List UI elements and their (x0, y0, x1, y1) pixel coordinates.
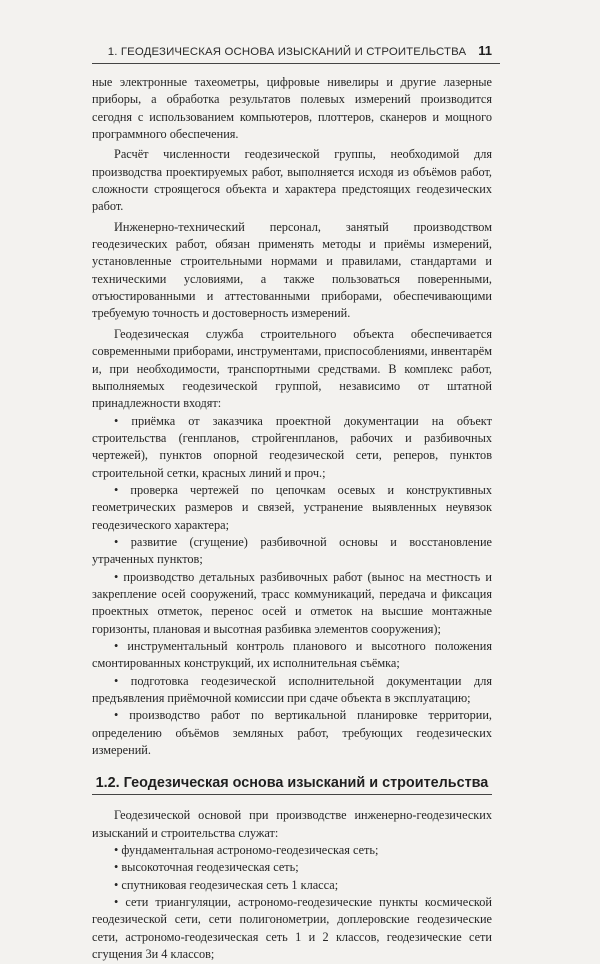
running-header (92, 43, 492, 58)
list-item: • спутниковая геодезическая сеть 1 класса; (114, 877, 339, 892)
list-item: • фундаментальная астрономо-геодезическая сеть; (114, 843, 379, 858)
paragraph: Расчёт численности геодезической группы, необходимой для производства проектируемых работ, выполняется исходя из объёмов работ, сложности строящегося объекта и характера предстоящих геодезических работ. (92, 147, 492, 214)
section-heading: 1.2. Геодезическая основа изысканий и строительства (92, 773, 492, 795)
list-item: • проверка чертежей по цепочкам осевых и конструктивных геометрических размеров и связей, устранение выявленных неувязок геодезического характера; (92, 482, 492, 532)
list-item: • высокоточная геодезическая сеть; (114, 860, 299, 875)
body-text (92, 74, 492, 964)
list-item: • инструментальный контроль планового и высотного положения смонтированных конструкций, их исполнительная съёмка; (92, 639, 492, 671)
list-item: • развитие (сгущение) разбивочной основы и восстановление утраченных пунктов; (92, 534, 492, 567)
paragraph: ные электронные тахеометры, цифровые нивелиры и другие лазерные приборы, а обработка результатов полевых измерений производится сегодня с использованием компьютеров, плоттеров, сканеров и мощного программного обеспечения. (92, 75, 492, 142)
chapter-title: 1. ГЕОДЕЗИЧЕСКАЯ ОСНОВА ИЗЫСКАНИЙ И СТРОИТЕЛЬСТВА (107, 46, 467, 58)
page-number: 11 (478, 43, 492, 58)
list-item: • подготовка геодезической исполнительной документации для предъявления приёмочной комиссии при сдаче объекта в эксплуатацию; (92, 673, 492, 706)
list-item: • сети триангуляции, астрономо-геодезические пункты космической геодезической сети, сети полигонометрии, доплеровские геодезические сети, астрономо-геодезическая сеть 1 и 2 классов, геодезические сети сгущения 3и 4 классов; (92, 895, 492, 962)
header-rule (92, 63, 500, 64)
paragraph: Геодезической основой при производстве инженерно-геодезических изысканий и строительства служат: (92, 808, 492, 840)
list-item: • приёмка от заказчика проектной документации на объект строительства (генпланов, стройгенпланов, рабочих и разбивочных чертежей), пунктов опорной геодезической сети, реперов, пунктов строительной сетки, красных линий и проч.; (92, 413, 492, 480)
paragraph: Геодезическая служба строительного объекта обеспечивается современными приборами, инструментами, приспособлениями, инвентарём и, при необходимости, транспортными средствами. В комплекс работ, выполняемых геодезической группой, независимо от штатной принадлежности входят: (92, 326, 492, 411)
paragraph: Инженерно-технический персонал, занятый производством геодезических работ, обязан применять методы и приёмы измерений, установленные строительными нормами и правилами, стандартами и техническими условиями, а также пользоваться поверенными, отъюстированными и аттестованными приборами, обеспечивающими требуемую точность и достоверность измерений. (92, 219, 492, 321)
list-item: • производство работ по вертикальной планировке территории, определению объёмов земляных работ, требующих геодезических измерений. (92, 708, 492, 758)
list-item: • производство детальных разбивочных работ (вынос на местность и закрепление осей сооружений, трасс коммуникаций, передача и фиксация проектных отметок, перенос осей и отметок на высшие монтажные горизонты, плановая и высотная разбивка элементов сооружения); (92, 569, 492, 636)
